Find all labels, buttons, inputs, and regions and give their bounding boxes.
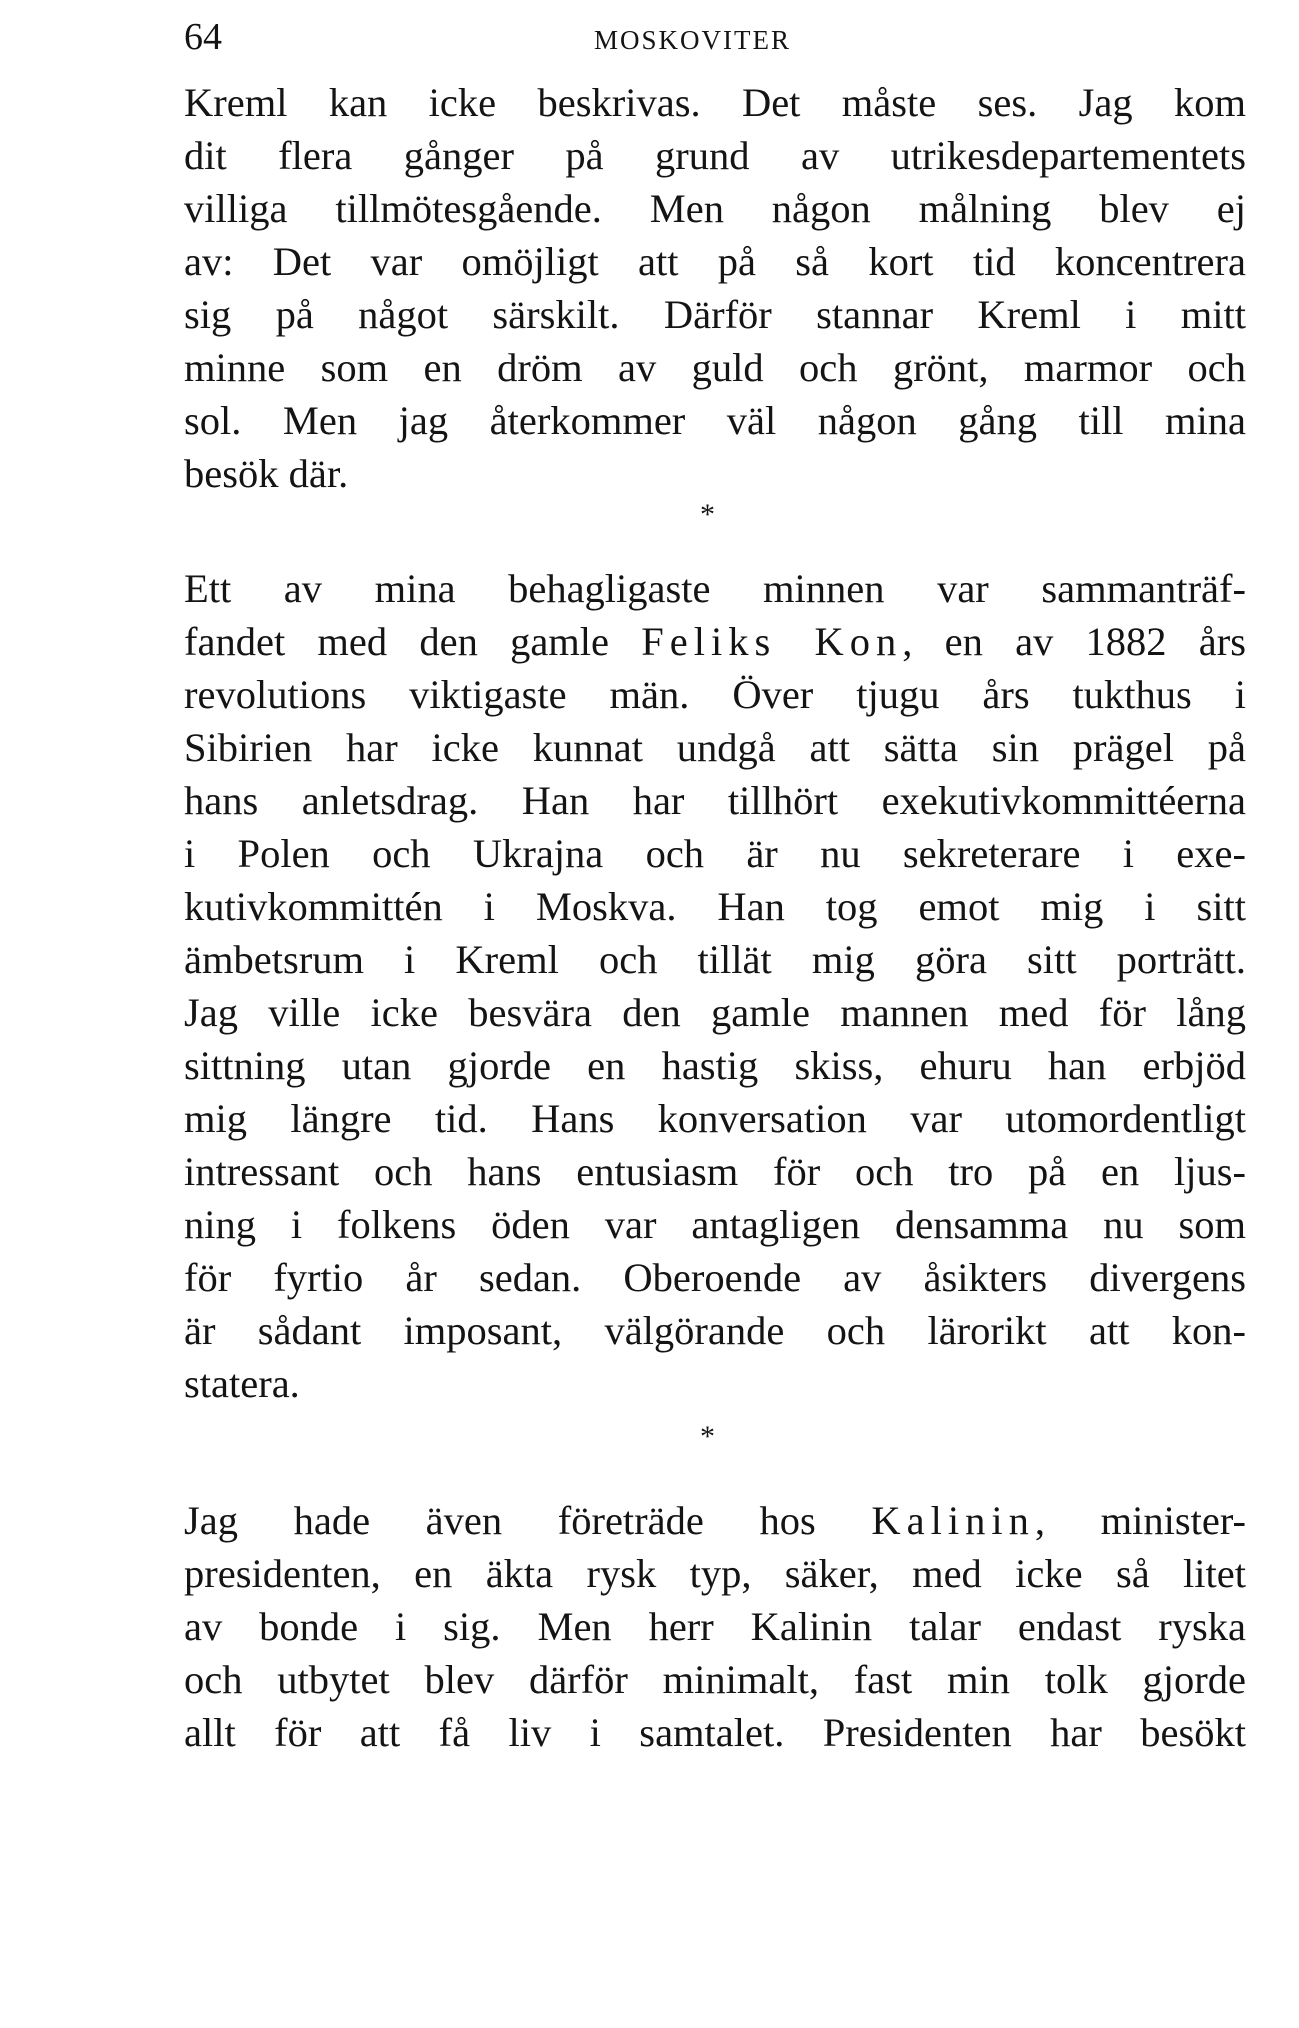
person-name-kalinin: Kalinin <box>871 1498 1035 1543</box>
paragraph-kalinin <box>184 1494 1246 1759</box>
text-line: statera. <box>184 1361 300 1406</box>
text-line <box>184 615 1246 668</box>
text-line <box>184 1494 1246 1547</box>
paragraph-kreml <box>184 76 1246 500</box>
text-line: sig på något särskilt. Därför stannar Kreml i mitt <box>184 292 1246 337</box>
text-line: allt för att få liv i samtalet. Presidenten har besökt <box>184 1710 1246 1755</box>
text-line: Kreml kan icke beskrivas. Det måste ses. Jag kom <box>184 80 1246 125</box>
section-separator: * <box>700 498 715 531</box>
running-title: MOSKOVITER <box>594 25 792 55</box>
text-line: hans anletsdrag. Han har tillhört exekutivkommittéerna <box>184 778 1246 823</box>
section-separator: * <box>700 1420 715 1453</box>
text-line: intressant och hans entusiasm för och tro på en ljus- <box>184 1149 1246 1194</box>
text-line: av bonde i sig. Men herr Kalinin talar endast ryska <box>184 1604 1246 1649</box>
text-line: i Polen och Ukrajna och är nu sekreterare i exe- <box>184 831 1246 876</box>
text-line: är sådant imposant, välgörande och lärorikt att kon- <box>184 1308 1246 1353</box>
text-line: Ett av mina behagligaste minnen var sammanträf- <box>184 566 1246 611</box>
text-line: och utbytet blev därför minimalt, fast min tolk gjorde <box>184 1657 1246 1702</box>
paragraph-feliks-kon <box>184 562 1246 1410</box>
running-head <box>184 12 1244 62</box>
page-number: 64 <box>184 16 222 58</box>
text-line: ämbetsrum i Kreml och tillät mig göra sitt porträtt. <box>184 937 1246 982</box>
text-line: Sibirien har icke kunnat undgå att sätta sin prägel på <box>184 725 1246 770</box>
text-segment: Jag hade även företräde hos <box>184 1498 872 1543</box>
text-line: minne som en dröm av guld och grönt, marmor och <box>184 345 1246 390</box>
text-line: ning i folkens öden var antagligen densamma nu som <box>184 1202 1246 1247</box>
text-line: mig längre tid. Hans konversation var utomordentligt <box>184 1096 1246 1141</box>
text-line: besök där. <box>184 451 349 496</box>
text-line: kutivkommittén i Moskva. Han tog emot mig i sitt <box>184 884 1246 929</box>
text-line: av: Det var omöjligt att på så kort tid koncentrera <box>184 239 1246 284</box>
text-line: sittning utan gjorde en hastig skiss, ehuru han erbjöd <box>184 1043 1246 1088</box>
text-line: revolutions viktigaste män. Över tjugu års tukthus i <box>184 672 1246 717</box>
person-name-feliks-kon: Feliks Kon <box>641 619 903 664</box>
text-line: villiga tillmötesgående. Men någon målning blev ej <box>184 186 1246 231</box>
text-line: dit flera gånger på grund av utrikesdepartementets <box>184 133 1246 178</box>
text-line: sol. Men jag återkommer väl någon gång till mina <box>184 398 1246 443</box>
text-line: för fyrtio år sedan. Oberoende av åsikters divergens <box>184 1255 1246 1300</box>
text-segment: , en av 1882 års <box>902 619 1246 664</box>
text-line: presidenten, en äkta rysk typ, säker, med icke så litet <box>184 1551 1246 1596</box>
text-line: Jag ville icke besvära den gamle mannen med för lång <box>184 990 1246 1035</box>
text-segment: , minister- <box>1034 1498 1246 1543</box>
text-segment: fandet med den gamle <box>184 619 642 664</box>
